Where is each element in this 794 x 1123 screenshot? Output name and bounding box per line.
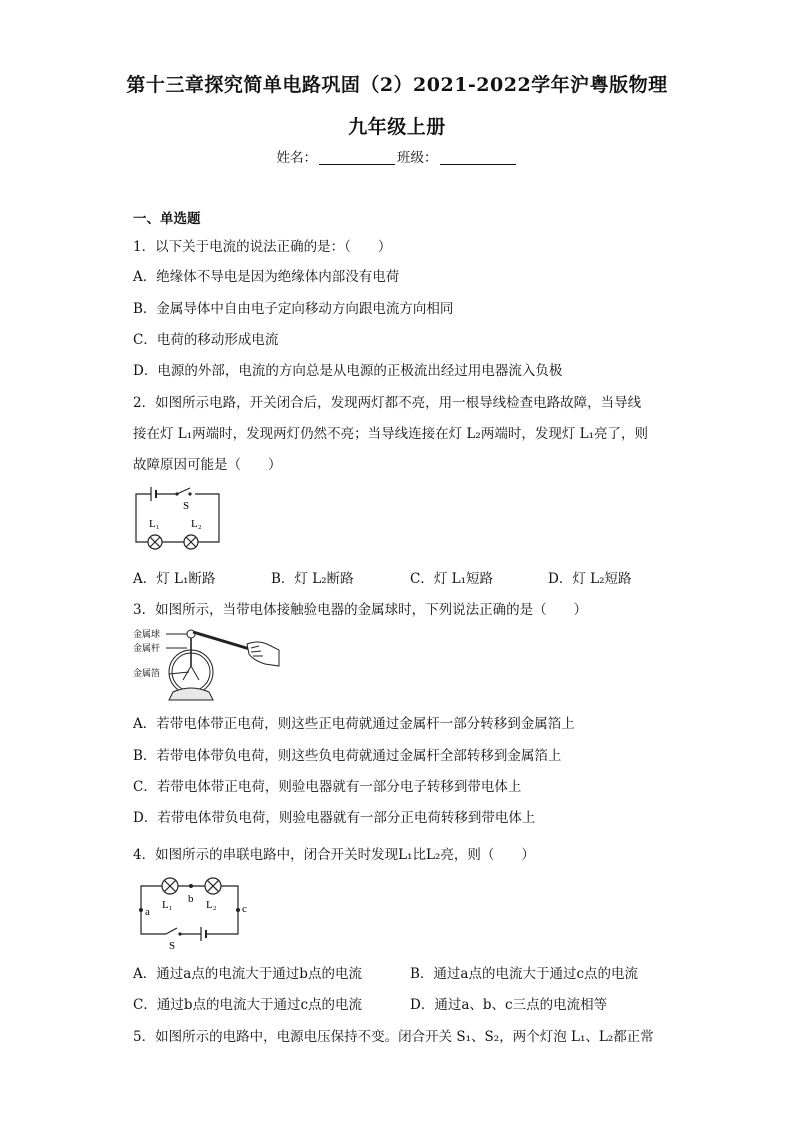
q4-switch-label: S xyxy=(169,940,176,952)
q2-option-a: A．灯 L₁断路 xyxy=(133,571,216,587)
q2-stem-line1: 2．如图所示电路，开关闭合后，发现两灯都不亮，用一根导线检查电路故障，当导线 xyxy=(133,395,642,411)
q2-circuit-diagram xyxy=(133,484,228,554)
student-info xyxy=(0,146,794,166)
q4-lamp1-label: L₁ xyxy=(162,899,173,911)
q2-switch-label: S xyxy=(183,500,190,512)
q4-option-d: D．通过a、b、c三点的电流相等 xyxy=(410,997,608,1013)
q2-lamp1-label: L₁ xyxy=(149,518,160,530)
q2-stem-line3: 故障原因可能是（ ） xyxy=(133,457,282,473)
q2-option-b: B．灯 L₂断路 xyxy=(271,571,354,587)
q3-electroscope-diagram xyxy=(133,622,283,704)
name-blank[interactable] xyxy=(319,150,395,165)
class-label: 班级： xyxy=(397,150,438,166)
title-line-2: 九年级上册 xyxy=(348,116,446,138)
section-title: 一、单选题 xyxy=(133,211,201,227)
class-blank[interactable] xyxy=(440,150,516,165)
q3-stem: 3．如图所示，当带电体接触验电器的金属球时，下列说法正确的是（ ） xyxy=(133,602,588,618)
q3-option-a: A．若带电体带正电荷，则这些正电荷就通过金属杆一部分转移到金属箔上 xyxy=(133,716,575,732)
q4-stem: 4．如图所示的串联电路中，闭合开关时发现L₁比L₂亮，则（ ） xyxy=(133,847,535,863)
q2-option-d: D．灯 L₂短路 xyxy=(548,571,632,587)
q1-option-b: B．金属导体中自由电子定向移动方向跟电流方向相同 xyxy=(133,301,454,317)
q4-option-b: B．通过a点的电流大于通过c点的电流 xyxy=(410,966,639,982)
q2-lamp2-label: L₂ xyxy=(191,518,202,530)
q5-stem: 5．如图所示的电路中，电源电压保持不变。闭合开关 S₁、S₂，两个灯泡 L₁、L₂都正常 xyxy=(133,1029,654,1045)
q1-option-c: C．电荷的移动形成电流 xyxy=(133,332,279,348)
q4-point-a-label: a xyxy=(145,906,150,918)
q1-option-a: A．绝缘体不导电是因为绝缘体内部没有电荷 xyxy=(133,269,400,285)
q4-option-a: A．通过a点的电流大于通过b点的电流 xyxy=(133,966,362,982)
q1-stem: 1．以下关于电流的说法正确的是：（ ） xyxy=(133,239,392,255)
q4-point-b-label: b xyxy=(188,893,194,905)
q3-foil-label: 金属箔 xyxy=(133,669,161,679)
q4-circuit-diagram xyxy=(133,872,251,952)
q3-rod-label: 金属杆 xyxy=(133,644,161,654)
q2-option-c: C．灯 L₁短路 xyxy=(410,571,493,587)
q3-option-d: D．若带电体带负电荷，则验电器就有一部分正电荷转移到带电体上 xyxy=(133,810,536,826)
q3-option-b: B．若带电体带负电荷，则这些负电荷就通过金属杆全部转移到金属箔上 xyxy=(133,748,562,764)
q4-lamp2-label: L₂ xyxy=(206,899,217,911)
q2-stem-line2: 接在灯 L₁两端时，发现两灯仍然不亮；当导线连接在灯 L₂两端时，发现灯 L₁亮了，则 xyxy=(133,426,649,442)
name-label: 姓名： xyxy=(276,150,317,166)
q3-ball-label: 金属球 xyxy=(133,630,161,640)
q4-option-c: C．通过b点的电流大于通过c点的电流 xyxy=(133,997,363,1013)
q1-option-d: D．电源的外部，电流的方向总是从电源的正极流出经过用电器流入负极 xyxy=(133,363,563,379)
q3-option-c: C．若带电体带正电荷，则验电器就有一部分电子转移到带电体上 xyxy=(133,779,522,795)
title-line-1: 第十三章探究简单电路巩固（2）2021-2022学年沪粤版物理 xyxy=(126,74,668,96)
q4-point-c-label: c xyxy=(242,903,247,915)
